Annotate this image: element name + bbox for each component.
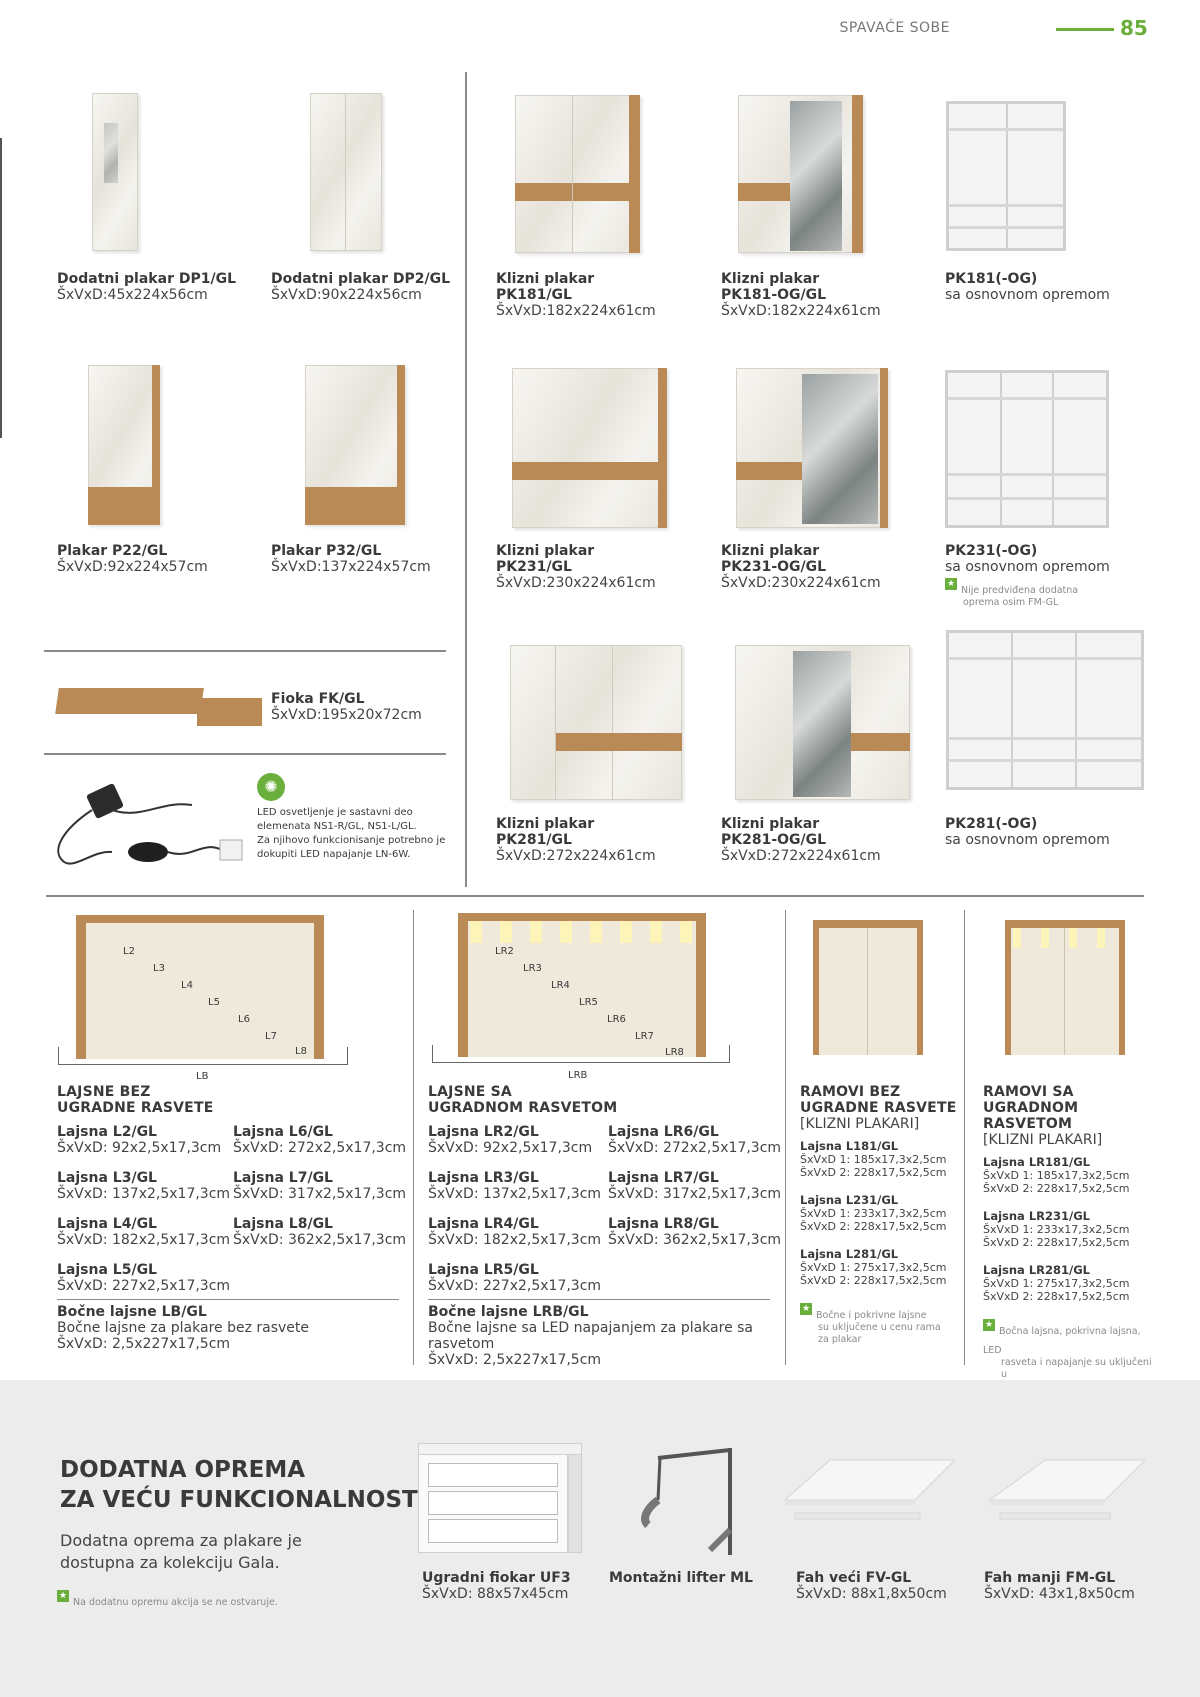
product-image-p22 bbox=[88, 365, 160, 525]
diagram-label: LR8 bbox=[665, 1047, 684, 1058]
product-dims: ŠxVxD:272x224x61cm bbox=[496, 848, 656, 864]
product-image-ram-bez bbox=[813, 920, 923, 1055]
divider-fioka-top bbox=[44, 650, 446, 652]
column-divider bbox=[785, 910, 786, 1365]
list-item: Lajsna L281/GL ŠxVxD 1: 275x17,3x2,5cm ŠxVxD 2: 228x17,5x2,5cm bbox=[800, 1247, 947, 1287]
diagram-label: LR4 bbox=[551, 980, 570, 991]
product-image-p32 bbox=[305, 365, 405, 525]
product-pk231 bbox=[496, 543, 656, 591]
diagram-label: LR6 bbox=[607, 1014, 626, 1025]
product-title: Plakar P22/GL bbox=[57, 543, 168, 559]
product-pk231-og bbox=[721, 543, 881, 591]
diagram-label: L2 bbox=[123, 946, 135, 957]
product-pk181 bbox=[496, 271, 656, 319]
product-dims: ŠxVxD:230x224x61cm bbox=[496, 575, 656, 591]
list-item: Lajsna L231/GL ŠxVxD 1: 233x17,3x2,5cm ŠxVxD 2: 228x17,5x2,5cm bbox=[800, 1193, 947, 1233]
diagram-lb bbox=[58, 915, 358, 1080]
extras-text: Dodatna oprema za plakare je dostupna za kolekciju Gala. bbox=[60, 1531, 302, 1572]
ramovi-bez: RAMOVI BEZ UGRADNE RASVETE [KLIZNI PLAKARI] Lajsna L181/GL ŠxVxD 1: 185x17,3x2,5cm ŠxVxD 2: 228x17,5x2,5cm Lajsna L231/GL ŠxVxD 1: 233x17,3x2,5cm ŠxVxD 2: 228x17,5x2,5cm Lajsna L281/GL ŠxVxD 1: 275x17,3x2,5cm ŠxVxD 2: 228x17,5x2,5cm ★Bočne i pokrivne lajsne su uključene u cenu rama za plakar bbox=[800, 1084, 960, 1346]
list-item: Lajsna LR6/GL ŠxVxD: 272x2,5x17,3cm bbox=[608, 1124, 782, 1156]
list-item: Lajsna LR181/GL ŠxVxD 1: 185x17,3x2,5cm ŠxVxD 2: 228x17,5x2,5cm bbox=[983, 1155, 1130, 1195]
product-title: Dodatni plakar DP1/GL bbox=[57, 271, 236, 287]
ramovi-sa-note: ★Bočna lajsna, pokrivna lajsna, LED rasveta i napajanje su uključeni u bbox=[983, 1320, 1152, 1380]
extra-fah-manji: Fah manji FM-GL ŠxVxD: 43x1,8x50cm bbox=[984, 1570, 1135, 1602]
product-image-dp2 bbox=[310, 93, 382, 251]
product-title: Klizni plakar bbox=[721, 543, 820, 559]
product-title: Klizni plakar bbox=[496, 543, 595, 559]
product-title: Klizni plakar bbox=[496, 816, 595, 832]
product-code: PK231/GL bbox=[496, 559, 572, 575]
header-accent-line bbox=[1056, 28, 1114, 31]
product-pk231-interior bbox=[945, 543, 1110, 609]
star-icon: ★ bbox=[801, 1304, 811, 1314]
product-image-dp1 bbox=[92, 93, 138, 251]
product-code: PK181/GL bbox=[496, 287, 572, 303]
star-icon: ★ bbox=[58, 1591, 68, 1601]
diagram-label: L6 bbox=[238, 1014, 250, 1025]
ramovi-bez-note: ★Bočne i pokrivne lajsne su uključene u cenu rama za plakar bbox=[801, 1304, 941, 1345]
star-icon: ★ bbox=[984, 1320, 994, 1330]
list-item: Lajsna LR281/GL ŠxVxD 1: 275x17,3x2,5cm ŠxVxD 2: 228x17,5x2,5cm bbox=[983, 1263, 1130, 1303]
list-item: Lajsna L5/GL ŠxVxD: 227x2,5x17,3cm bbox=[57, 1262, 231, 1294]
list-item: Lajsna LR3/GL ŠxVxD: 137x2,5x17,3cm bbox=[428, 1170, 602, 1202]
diagram-label: L7 bbox=[265, 1031, 277, 1042]
led-power-supply-image bbox=[52, 780, 247, 875]
column-divider bbox=[465, 72, 467, 887]
product-pk281-og bbox=[721, 816, 881, 864]
ramovi-sa: RAMOVI SA UGRADNOM RASVETOM [KLIZNI PLAKARI] Lajsna LR181/GL ŠxVxD 1: 185x17,3x2,5cm ŠxVxD 2: 228x17,5x2,5cm Lajsna LR231/GL ŠxVxD 1: 233x17,3x2,5cm ŠxVxD 2: 228x17,5x2,5cm Lajsna LR281/GL ŠxVxD 1: 275x17,3x2,5cm ŠxVxD 2: 228x17,5x2,5cm ★Bočna lajsna, pokrivna lajsna, LED rasveta i napajanje su uključeni u bbox=[983, 1084, 1153, 1393]
product-dims: ŠxVxD:90x224x56cm bbox=[271, 287, 422, 303]
column-divider bbox=[413, 910, 414, 1365]
diagram-label: LR5 bbox=[579, 997, 598, 1008]
product-image-pk231 bbox=[512, 368, 667, 528]
diagram-label: L8 bbox=[295, 1046, 307, 1057]
product-dims: ŠxVxD:182x224x61cm bbox=[721, 303, 881, 319]
shelf-small-image bbox=[985, 1455, 1145, 1535]
product-title: Klizni plakar bbox=[496, 271, 595, 287]
lajsne-bez-side: Bočne lajsne LB/GL Bočne lajsne za plakare bez rasvete ŠxVxD: 2,5x227x17,5cm bbox=[57, 1304, 310, 1352]
product-pk281 bbox=[496, 816, 656, 864]
product-dims: ŠxVxD:230x224x61cm bbox=[721, 575, 881, 591]
product-pk281-interior bbox=[945, 816, 1110, 848]
diagram-label: LB bbox=[196, 1071, 209, 1082]
diagram-label: L3 bbox=[153, 963, 165, 974]
product-image-pk281-interior bbox=[946, 630, 1144, 790]
product-dims: ŠxVxD:92x224x57cm bbox=[57, 559, 208, 575]
list-item: Lajsna LR231/GL ŠxVxD 1: 233x17,3x2,5cm ŠxVxD 2: 228x17,5x2,5cm bbox=[983, 1209, 1130, 1249]
product-dims: ŠxVxD:45x224x56cm bbox=[57, 287, 208, 303]
column-divider bbox=[964, 910, 965, 1365]
product-dp2 bbox=[271, 271, 450, 303]
product-image-pk181-interior bbox=[946, 101, 1066, 251]
product-note: ★Nije predviđena dodatna oprema osim FM-GL bbox=[946, 579, 1079, 608]
product-pk181-interior bbox=[945, 271, 1110, 303]
list-item: Lajsna L181/GL ŠxVxD 1: 185x17,3x2,5cm ŠxVxD 2: 228x17,5x2,5cm bbox=[800, 1139, 947, 1179]
extra-fah-veci: Fah veći FV-GL ŠxVxD: 88x1,8x50cm bbox=[796, 1570, 947, 1602]
extras-heading: DODATNA OPREMA ZA VEĆU FUNKCIONALNOST bbox=[60, 1457, 418, 1513]
product-title: Dodatni plakar DP2/GL bbox=[271, 271, 450, 287]
product-p32 bbox=[271, 543, 431, 575]
edge-marker bbox=[0, 138, 2, 438]
product-title: PK231(-OG) bbox=[945, 543, 1038, 559]
product-image-ram-sa bbox=[1005, 920, 1125, 1055]
list-item: Lajsna LR8/GL ŠxVxD: 362x2,5x17,3cm bbox=[608, 1216, 782, 1248]
product-image-pk281 bbox=[510, 645, 682, 800]
product-dims: ŠxVxD:195x20x72cm bbox=[271, 707, 422, 723]
product-title: Fioka FK/GL bbox=[271, 691, 365, 707]
product-fioka bbox=[271, 691, 422, 723]
list-item: Lajsna LR4/GL ŠxVxD: 182x2,5x17,3cm bbox=[428, 1216, 602, 1248]
diagram-lrb bbox=[430, 913, 730, 1081]
product-code: PK281-OG/GL bbox=[721, 832, 827, 848]
product-dp1 bbox=[57, 271, 236, 303]
lifter-image bbox=[630, 1440, 750, 1560]
list-item: Lajsna LR7/GL ŠxVxD: 317x2,5x17,3cm bbox=[608, 1170, 782, 1202]
lajsne-bez-heading: LAJSNE BEZ UGRADNE RASVETE bbox=[57, 1084, 214, 1116]
product-title: Klizni plakar bbox=[721, 271, 820, 287]
divider bbox=[57, 1299, 399, 1300]
product-sub: sa osnovnom opremom bbox=[945, 559, 1110, 575]
led-note: LED osvetljenje je sastavni deo elemenata NS1-R/GL, NS1-L/GL. Za njihovo funkcionisanje potrebno je dokupiti LED napajanje LN-6W. bbox=[257, 807, 446, 860]
bulb-icon: ✺ bbox=[257, 773, 285, 801]
product-image-fioka bbox=[57, 680, 262, 728]
page-number: 85 bbox=[1120, 16, 1148, 40]
product-p22 bbox=[57, 543, 208, 575]
list-item: Lajsna L3/GL ŠxVxD: 137x2,5x17,3cm bbox=[57, 1170, 231, 1202]
list-item: Lajsna L8/GL ŠxVxD: 362x2,5x17,3cm bbox=[233, 1216, 407, 1248]
divider-lajsne bbox=[46, 895, 1144, 897]
product-image-fiokar bbox=[418, 1443, 583, 1555]
list-item: Lajsna L2/GL ŠxVxD: 92x2,5x17,3cm bbox=[57, 1124, 222, 1156]
product-title: Plakar P32/GL bbox=[271, 543, 382, 559]
product-image-pk181-og bbox=[738, 95, 863, 253]
lajsne-sa-side: Bočne lajsne LRB/GL Bočne lajsne sa LED napajanjem za plakare sa rasvetom ŠxVxD: 2,5x227x17,5cm bbox=[428, 1304, 754, 1368]
product-title: PK181(-OG) bbox=[945, 271, 1038, 287]
product-image-pk231-interior bbox=[945, 370, 1109, 528]
product-dims: ŠxVxD:272x224x61cm bbox=[721, 848, 881, 864]
list-item: Lajsna L7/GL ŠxVxD: 317x2,5x17,3cm bbox=[233, 1170, 407, 1202]
divider-fioka-bottom bbox=[44, 753, 446, 755]
diagram-label: LR2 bbox=[495, 946, 514, 957]
extra-fiokar: Ugradni fiokar UF3 ŠxVxD: 88x57x45cm bbox=[422, 1570, 571, 1602]
divider bbox=[428, 1299, 770, 1300]
extras-note: ★Na dodatnu opremu akcija se ne ostvaruje. bbox=[58, 1591, 278, 1608]
diagram-label: L5 bbox=[208, 997, 220, 1008]
product-code: PK231-OG/GL bbox=[721, 559, 827, 575]
extra-lifter: Montažni lifter ML bbox=[609, 1570, 753, 1586]
product-pk181-og bbox=[721, 271, 881, 319]
product-dims: ŠxVxD:137x224x57cm bbox=[271, 559, 431, 575]
diagram-label: LR3 bbox=[523, 963, 542, 974]
product-image-pk231-og bbox=[736, 368, 888, 528]
product-code: PK281/GL bbox=[496, 832, 572, 848]
diagram-label: LR7 bbox=[635, 1031, 654, 1042]
product-sub: sa osnovnom opremom bbox=[945, 287, 1110, 303]
product-dims: ŠxVxD:182x224x61cm bbox=[496, 303, 656, 319]
product-code: PK181-OG/GL bbox=[721, 287, 827, 303]
star-icon: ★ bbox=[946, 579, 956, 589]
lajsne-sa-heading: LAJSNE SA UGRADNOM RASVETOM bbox=[428, 1084, 618, 1116]
product-image-pk181 bbox=[515, 95, 640, 253]
product-title: Klizni plakar bbox=[721, 816, 820, 832]
product-title: PK281(-OG) bbox=[945, 816, 1038, 832]
list-item: Lajsna LR2/GL ŠxVxD: 92x2,5x17,3cm bbox=[428, 1124, 593, 1156]
shelf-large-image bbox=[780, 1455, 955, 1535]
section-title: SPAVAĆE SOBE bbox=[839, 20, 950, 36]
list-item: Lajsna L4/GL ŠxVxD: 182x2,5x17,3cm bbox=[57, 1216, 231, 1248]
list-item: Lajsna L6/GL ŠxVxD: 272x2,5x17,3cm bbox=[233, 1124, 407, 1156]
product-sub: sa osnovnom opremom bbox=[945, 832, 1110, 848]
diagram-label: LRB bbox=[568, 1070, 588, 1081]
product-image-pk281-og bbox=[735, 645, 910, 800]
diagram-label: L4 bbox=[181, 980, 193, 991]
list-item: Lajsna LR5/GL ŠxVxD: 227x2,5x17,3cm bbox=[428, 1262, 602, 1294]
